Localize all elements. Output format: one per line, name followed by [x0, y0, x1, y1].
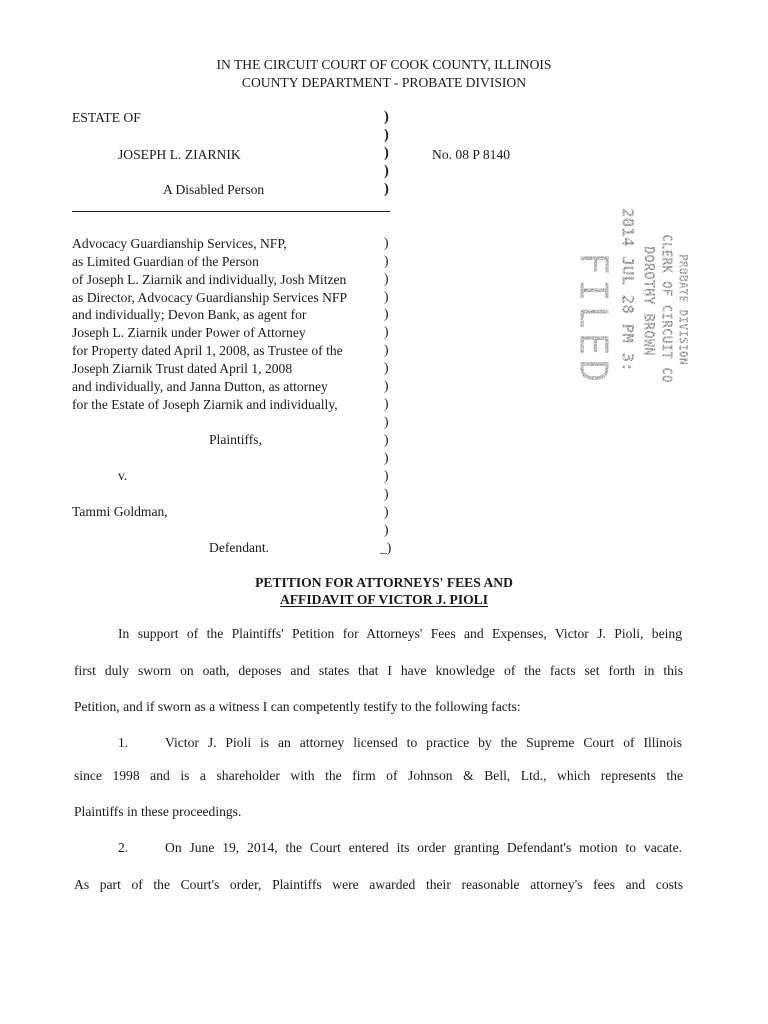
estate-of-label: ESTATE OF: [72, 110, 141, 125]
para2-number: 2.: [118, 840, 129, 855]
caption-paren: ): [384, 486, 389, 501]
plaintiff-line: Joseph Ziarnik Trust dated April 1, 2008: [72, 361, 293, 376]
plaintiff-line: Joseph L. Ziarnik under Power of Attorney: [72, 325, 306, 340]
caption-paren: ): [384, 127, 389, 143]
caption-paren: ): [384, 271, 389, 286]
plaintiff-line: and individually, and Janna Dutton, as attorney: [72, 379, 328, 394]
caption-paren: ): [384, 522, 389, 537]
estate-name: JOSEPH L. ZIARNIK: [118, 147, 241, 162]
para2-line: On June 19, 2014, the Court entered its order granting Defendant's motion to vacate.: [165, 840, 682, 855]
plaintiff-line: and individually; Devon Bank, as agent for: [72, 307, 307, 322]
court-header-line2: COUNTY DEPARTMENT - PROBATE DIVISION: [241, 75, 527, 90]
para2-line: As part of the Court's order, Plaintiffs were awarded their reasonable attorney's fees and costs: [74, 877, 683, 892]
caption-paren: ): [384, 378, 389, 393]
para1-number: 1.: [118, 735, 129, 750]
plaintiffs-label: Plaintiffs,: [209, 432, 262, 447]
caption-paren: _): [380, 540, 392, 555]
stamp-filed: FILED: [571, 252, 616, 382]
case-number: No. 08 P 8140: [432, 147, 511, 162]
caption-paren: ): [384, 432, 389, 447]
caption-paren: ): [384, 342, 389, 357]
versus-label: v.: [118, 468, 128, 483]
body-intro-line: Petition, and if sworn as a witness I can competently testify to the following facts:: [74, 699, 521, 714]
caption-paren: ): [384, 109, 389, 125]
court-header-line1: IN THE CIRCUIT COURT OF COOK COUNTY, ILLINOIS: [216, 57, 552, 72]
stamp-clerk-title: CLERK OF CIRCUIT COURT: [658, 234, 674, 382]
disabled-person-label: A Disabled Person: [163, 182, 265, 197]
defendant-label: Defendant.: [209, 540, 270, 555]
caption-paren: ): [384, 504, 389, 519]
plaintiff-line: for the Estate of Joseph Ziarnik and individually,: [72, 397, 338, 412]
caption-paren: ): [384, 145, 389, 161]
caption-paren: ): [384, 396, 389, 411]
plaintiff-line: as Director, Advocacy Guardianship Services NFP: [72, 290, 348, 305]
petition-title-underlined: AFFIDAVIT OF VICTOR J. PIOLI: [279, 592, 489, 607]
body-intro-line: first duly sworn on oath, deposes and states that I have knowledge of the facts set forth in this: [74, 663, 683, 678]
caption-paren: ): [384, 253, 389, 268]
para1-line: since 1998 and is a shareholder with the firm of Johnson & Bell, Ltd., which represents the: [74, 768, 683, 783]
caption-paren: ): [384, 414, 389, 429]
stamp-clerk-name: DOROTHY BROWN: [640, 246, 657, 356]
plaintiff-line: as Limited Guardian of the Person: [72, 254, 259, 269]
petition-title-line2: [0, 592, 768, 608]
body-intro-line: In support of the Plaintiffs' Petition for Attorneys' Fees and Expenses, Victor J. Pioli, being: [118, 626, 682, 641]
para1-line: Plaintiffs in these proceedings.: [74, 804, 242, 819]
caption-divider: [72, 211, 390, 212]
caption-paren: ): [384, 181, 389, 197]
caption-paren: ): [384, 235, 389, 250]
plaintiff-line: for Property dated April 1, 2008, as Trustee of the: [72, 343, 343, 358]
caption-paren: ): [384, 468, 389, 483]
defendant-name: Tammi Goldman,: [72, 504, 168, 519]
caption-paren: ): [384, 360, 389, 375]
filed-stamp: [560, 206, 705, 382]
plaintiff-line: Advocacy Guardianship Services, NFP,: [72, 236, 287, 251]
caption-paren: ): [384, 324, 389, 339]
caption-paren: ): [384, 450, 389, 465]
caption-paren: ): [384, 163, 389, 179]
caption-paren: ): [384, 289, 389, 304]
caption-paren: ): [384, 306, 389, 321]
petition-title-line1: PETITION FOR ATTORNEYS' FEES AND: [255, 575, 513, 590]
plaintiff-line: of Joseph L. Ziarnik and individually, Josh Mitzen: [72, 272, 347, 287]
para1-line: Victor J. Pioli is an attorney licensed to practice by the Supreme Court of Illinois: [165, 735, 682, 750]
stamp-division: PROBATE DIVISION: [676, 254, 691, 365]
stamp-date: 2014 JUL 28 PM 3: 59: [618, 208, 638, 382]
